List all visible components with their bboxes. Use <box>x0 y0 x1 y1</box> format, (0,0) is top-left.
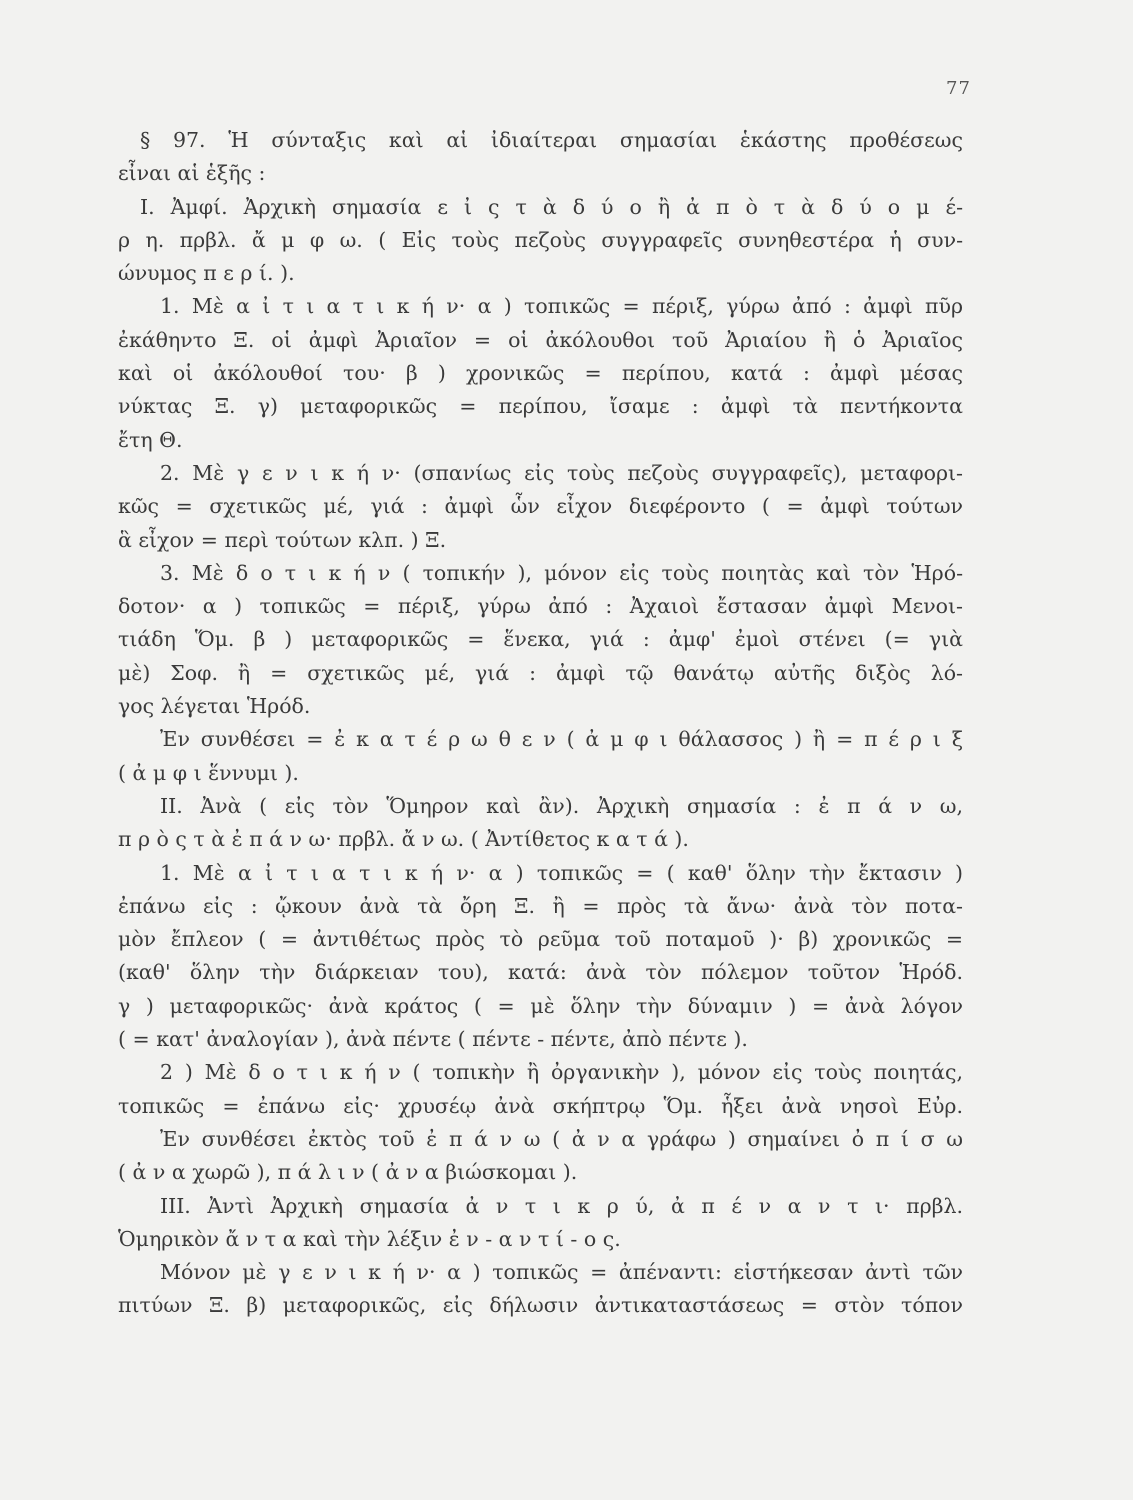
text-line: μὸν ἔπλεον ( = ἀντιθέτως πρὸς τὸ ρεῦμα τοῦ ποταμοῦ )· β) χρονικῶς = <box>118 927 963 952</box>
text-line: 2 ) Μὲ δ ο τ ι κ ή ν ( τοπικὴν ἢ ὀργανικὴν ), μόνον εἰς τοὺς ποιητάς, <box>160 1060 963 1085</box>
page-number: 77 <box>946 78 971 99</box>
text-line: τιάδη Ὅμ. β ) μεταφορικῶς = ἕνεκα, γιά : ἀμφ' ἐμοὶ στένει (= γιὰ <box>118 627 963 652</box>
text-line: Ἐν συνθέσει = ἐ κ α τ έ ρ ω θ ε ν ( ἀ μ φ ι θάλασσος ) ἢ = π έ ρ ι ξ <box>160 727 963 752</box>
text-line: ώνυμος π ε ρ ί. ). <box>118 261 295 286</box>
text-line: ( ἀ ν α χωρῶ ), π ά λ ι ν ( ἀ ν α βιώσκομαι ). <box>118 1160 578 1185</box>
text-line: 1. Μὲ α ἰ τ ι α τ ι κ ή ν· α ) τοπικῶς = πέριξ, γύρω ἀπό : ἀμφὶ πῦρ <box>160 294 963 319</box>
text-line: πιτύων Ξ. β) μεταφορικῶς, εἰς δήλωσιν ἀντικαταστάσεως = στὸν τόπον <box>118 1293 963 1318</box>
text-line: κῶς = σχετικῶς μέ, γιά : ἀμφὶ ὧν εἶχον διεφέροντο ( = ἀμφὶ τούτων <box>118 494 963 519</box>
text-line: 3. Μὲ δ ο τ ι κ ή ν ( τοπικήν ), μόνον εἰς τοὺς ποιητὰς καὶ τὸν Ἡρό- <box>160 560 963 585</box>
text-line: 1. Μὲ α ἰ τ ι α τ ι κ ή ν· α ) τοπικῶς = ( καθ' ὅλην τὴν ἔκτασιν ) <box>160 860 963 885</box>
text-line: Μόνον μὲ γ ε ν ι κ ή ν· α ) τοπικῶς = ἀπέναντι: εἱστήκεσαν ἀντὶ τῶν <box>160 1260 963 1285</box>
text-line: ΙΙΙ. Ἀντὶ Ἀρχικὴ σημασία ἀ ν τ ι κ ρ ύ, ἀ π έ ν α ν τ ι· πρβλ. <box>160 1193 963 1218</box>
text-line: ἐπάνω εἰς : ᾤκουν ἀνὰ τὰ ὄρη Ξ. ἢ = πρὸς τὰ ἄνω· ἀνὰ τὸν ποτα- <box>118 893 963 918</box>
text-line: ἃ εἶχον = περὶ τούτων κλπ. ) Ξ. <box>118 527 447 552</box>
text-line: τοπικῶς = ἐπάνω εἰς· χρυσέῳ ἀνὰ σκήπτρῳ Ὅμ. ἧξει ἀνὰ νησοὶ Εὐρ. <box>118 1093 963 1118</box>
text-line: καὶ οἱ ἀκόλουθοί του· β ) χρονικῶς = περίπου, κατά : ἀμφὶ μέσας <box>118 361 963 386</box>
text-line: π ρ ὸ ς τ ὰ ἐ π ά ν ω· πρβλ. ἄ ν ω. ( Ἀντίθετος κ α τ ά ). <box>118 827 689 852</box>
text-line: ΙΙ. Ἀνὰ ( εἰς τὸν Ὅμηρον καὶ ἂν). Ἀρχικὴ σημασία : ἐ π ά ν ω, <box>160 793 963 818</box>
text-line: γ ) μεταφορικῶς· ἀνὰ κράτος ( = μὲ ὅλην τὴν δύναμιν ) = ἀνὰ λόγον <box>118 993 963 1018</box>
text-line: ρ η. πρβλ. ἄ μ φ ω. ( Εἰς τοὺς πεζοὺς συγγραφεῖς συνηθεστέρα ἡ συν- <box>118 227 963 252</box>
text-line: εἶναι αἱ ἑξῆς : <box>118 161 266 186</box>
text-line: Ἐν συνθέσει ἐκτὸς τοῦ ἐ π ά ν ω ( ἀ ν α γράφω ) σημαίνει ὀ π ί σ ω <box>160 1126 963 1151</box>
text-line: ἔτη Θ. <box>118 427 183 452</box>
text-line: § 97. Ἡ σύνταξις καὶ αἱ ἰδιαίτεραι σημασίαι ἑκάστης προθέσεως <box>140 128 963 152</box>
text-line: ( ἀ μ φ ι ἕννυμι ). <box>118 760 299 785</box>
text-line: μὲ) Σοφ. ἢ = σχετικῶς μέ, γιά : ἀμφὶ τῷ θανάτῳ αὐτῆς διξὸς λό- <box>118 660 963 685</box>
text-line: (καθ' ὅλην τὴν διάρκειαν του), κατά: ἀνὰ τὸν πόλεμον τοῦτον Ἡρόδ. <box>118 960 963 985</box>
text-line: ἐκάθηντο Ξ. οἱ ἀμφὶ Ἀριαῖον = οἱ ἀκόλουθοι τοῦ Ἀριαίου ἢ ὁ Ἀριαῖος <box>118 327 963 352</box>
text-line: Ὁμηρικὸν ἄ ν τ α καὶ τὴν λέξιν ἐ ν - α ν τ ί - ο ς. <box>118 1226 621 1251</box>
text-line: Ι. Ἀμφί. Ἀρχικὴ σημασία ε ἰ ς τ ὰ δ ύ ο ἢ ἀ π ὸ τ ὰ δ ύ ο μ έ- <box>140 194 963 219</box>
text-line: νύκτας Ξ. γ) μεταφορικῶς = περίπου, ἴσαμε : ἀμφὶ τὰ πεντήκοντα <box>118 394 963 419</box>
body-text <box>118 124 963 1323</box>
text-line: 2. Μὲ γ ε ν ι κ ή ν· (σπανίως εἰς τοὺς πεζοὺς συγγραφεῖς), μεταφορι- <box>160 460 963 485</box>
text-line: ( = κατ' ἀναλογίαν ), ἀνὰ πέντε ( πέντε - πέντε, ἀπὸ πέντε ). <box>118 1027 748 1052</box>
text-line: δοτον· α ) τοπικῶς = πέριξ, γύρω ἀπό : Ἀχαιοὶ ἔστασαν ἀμφὶ Μενοι- <box>118 594 963 619</box>
text-line: γος λέγεται Ἡρόδ. <box>118 694 311 719</box>
